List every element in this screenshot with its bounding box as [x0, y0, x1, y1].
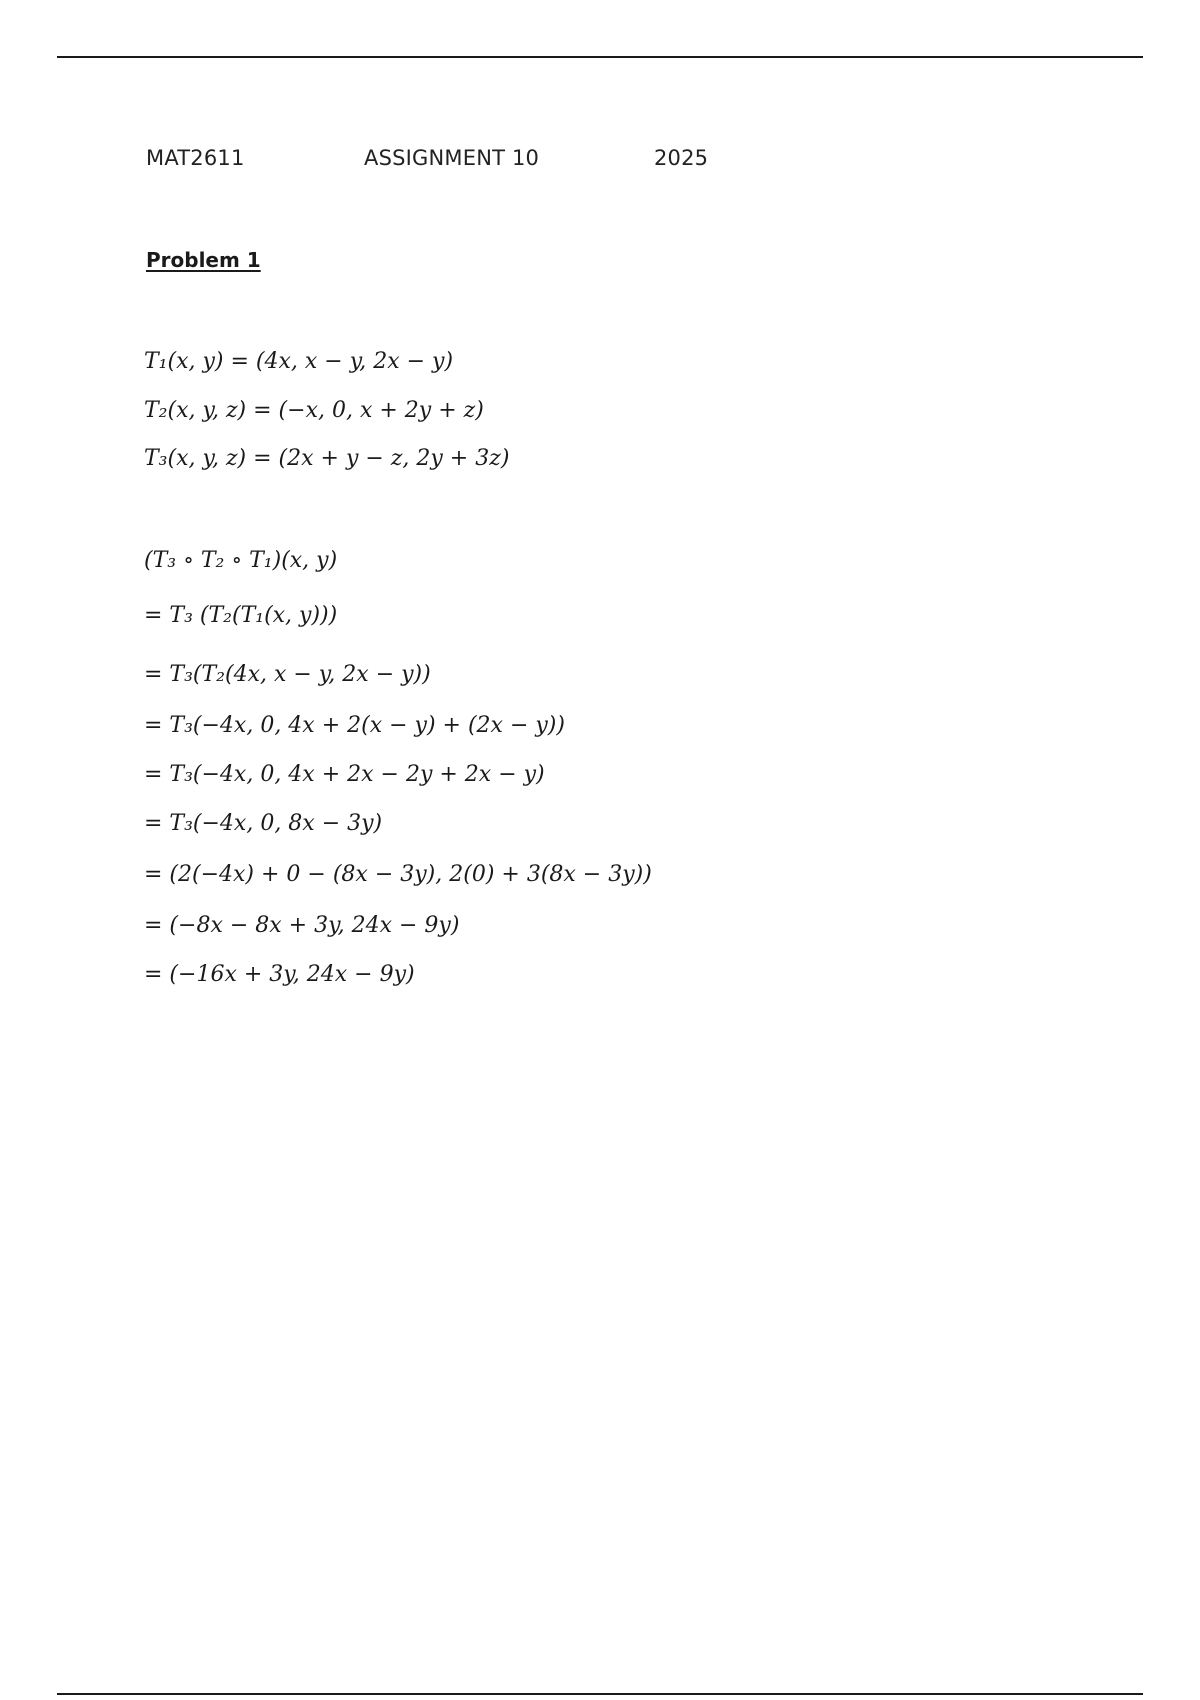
course-code: MAT2611 [146, 146, 245, 170]
derivation-step-7: = (−8x − 8x + 3y, 24x − 9y) [144, 913, 460, 938]
final-result: = (−16x + 3y, 24x − 9y) [144, 962, 415, 987]
definition-t2: T₂(x, y, z) = (−x, 0, x + 2y + z) [144, 398, 484, 423]
top-rule [57, 56, 1143, 58]
problem-title: Problem 1 [146, 248, 261, 272]
derivation-step-6: = (2(−4x) + 0 − (8x − 3y), 2(0) + 3(8x − 3y)) [144, 862, 652, 887]
derivation-step-5: = T₃(−4x, 0, 8x − 3y) [144, 811, 383, 836]
definition-t1: T₁(x, y) = (4x, x − y, 2x − y) [144, 349, 454, 374]
derivation-step-2: = T₃(T₂(4x, x − y, 2x − y)) [144, 662, 431, 687]
derivation-step-4: = T₃(−4x, 0, 4x + 2x − 2y + 2x − y) [144, 762, 545, 787]
assignment-year: 2025 [654, 146, 709, 170]
derivation-step-1: = T₃ (T₂(T₁(x, y))) [144, 603, 338, 628]
derivation-step-3: = T₃(−4x, 0, 4x + 2(x − y) + (2x − y)) [144, 713, 565, 738]
definition-t3: T₃(x, y, z) = (2x + y − z, 2y + 3z) [144, 446, 510, 471]
composition-expression: (T₃ ∘ T₂ ∘ T₁)(x, y) [144, 548, 338, 573]
assignment-title: ASSIGNMENT 10 [364, 146, 540, 170]
bottom-rule [57, 1693, 1143, 1695]
